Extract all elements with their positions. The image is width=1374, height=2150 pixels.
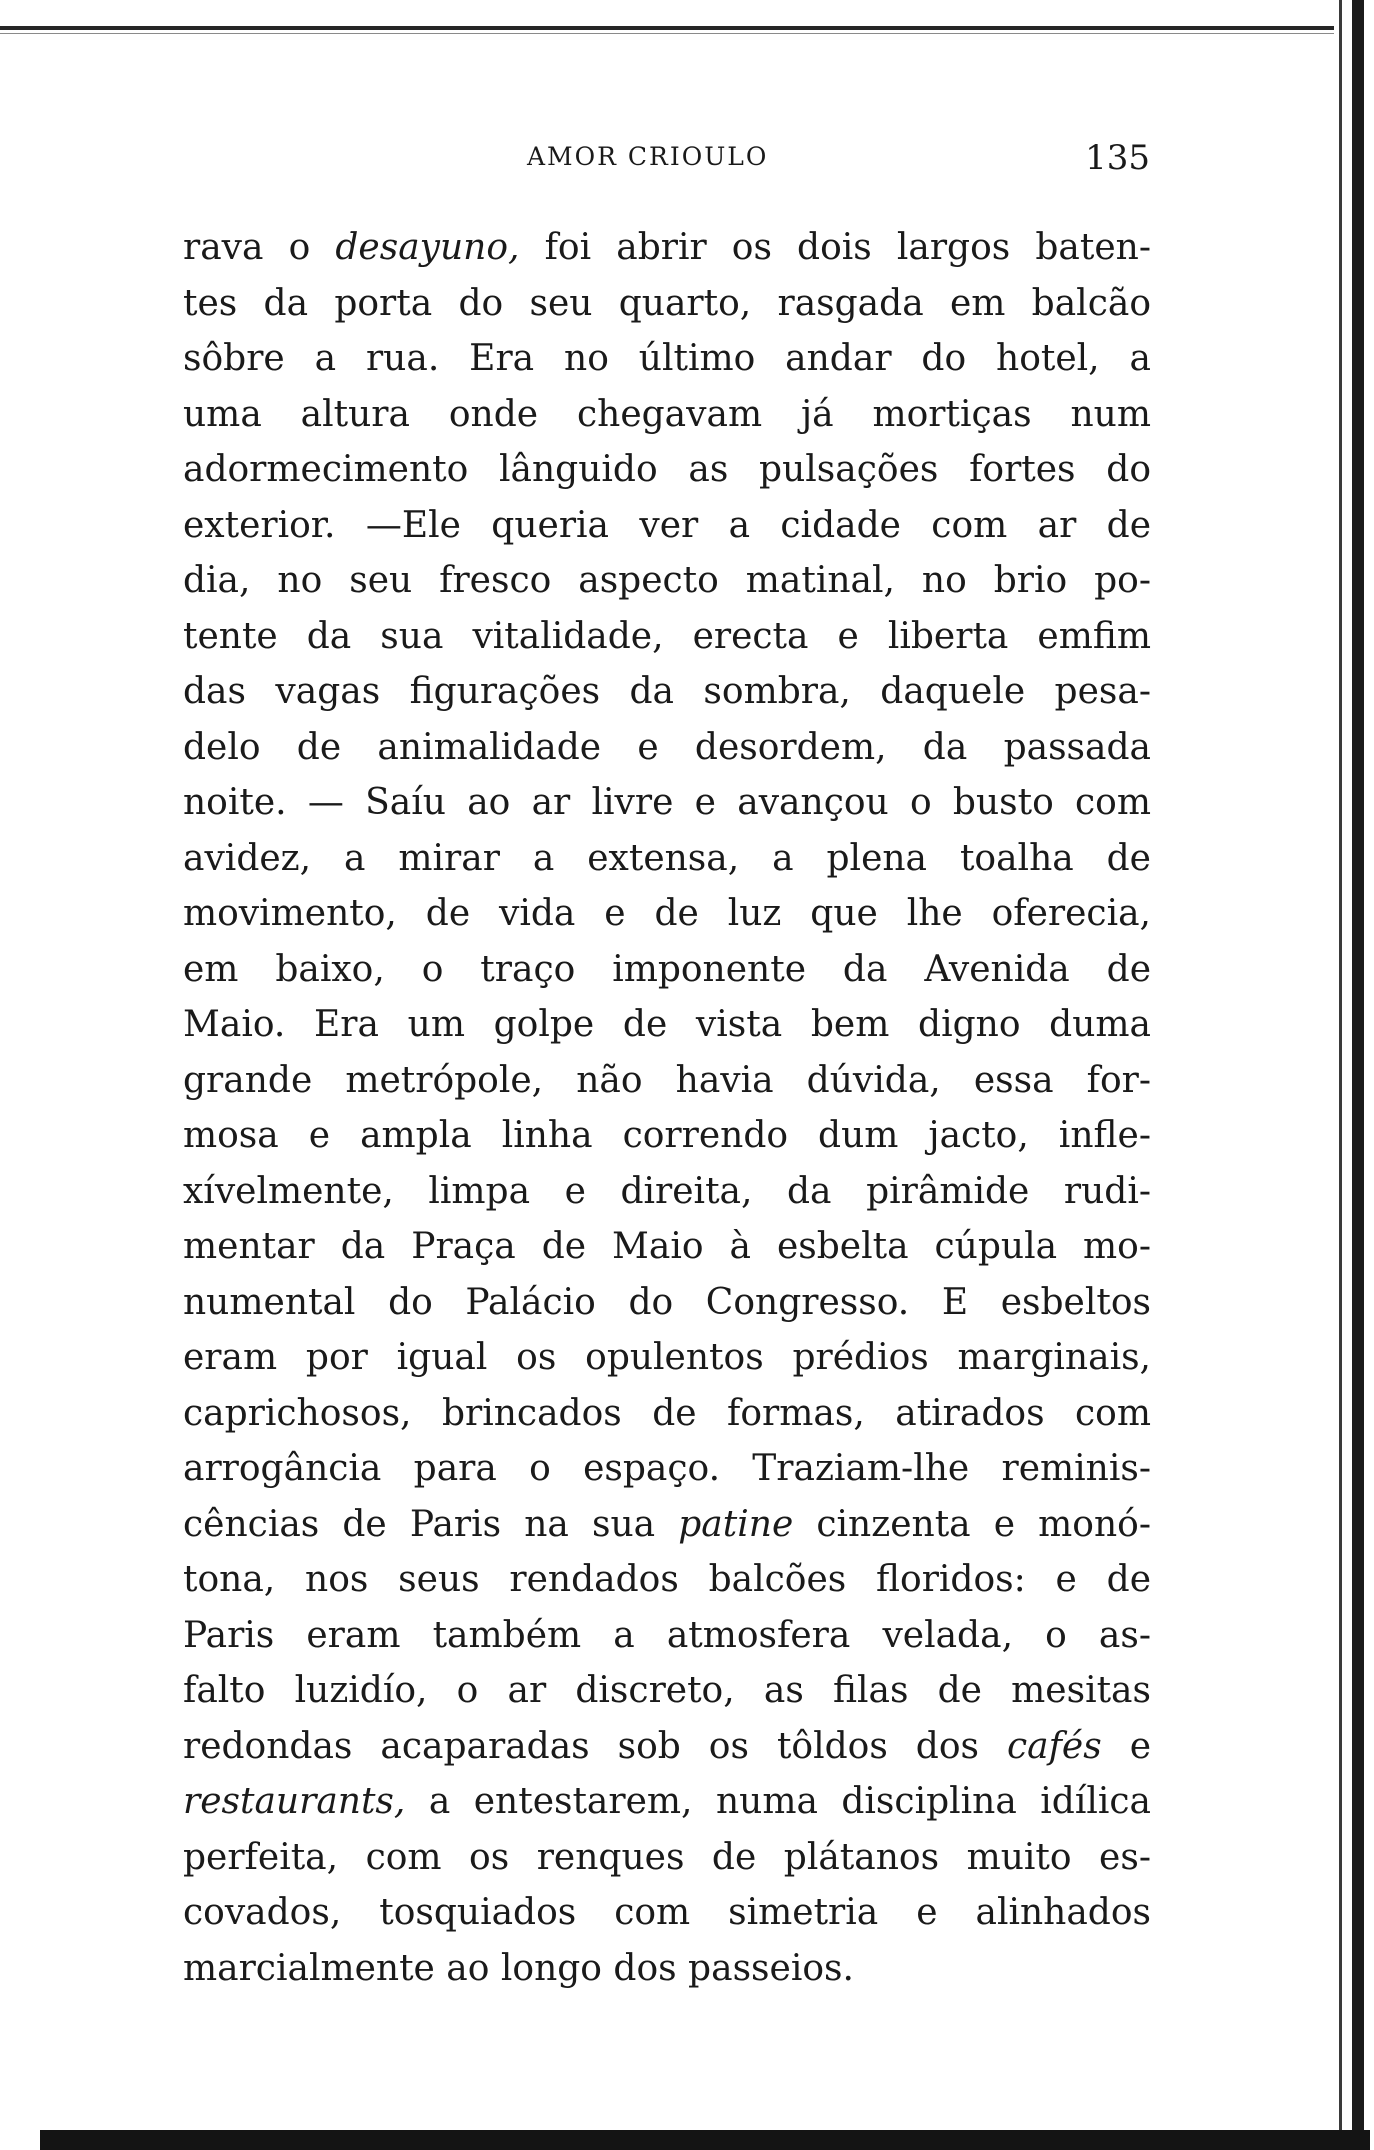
text-line — [183, 553, 1151, 609]
body-text — [183, 220, 1151, 1996]
text-span: eram por igual os opulentos prédios marginais, — [183, 1337, 1151, 1378]
text-span: caprichosos, brincados de formas, atirados com — [183, 1392, 1151, 1434]
text-span: das vagas figurações da sombra, daquele pesa- — [183, 671, 1151, 712]
top-border-rule — [0, 26, 1334, 30]
text-line — [183, 1774, 1151, 1830]
page-header — [182, 138, 1150, 182]
text-line — [183, 442, 1151, 498]
text-line — [183, 1663, 1151, 1719]
text-line — [183, 775, 1151, 831]
text-span: tes da porta do seu quarto, rasgada em balcão — [183, 282, 1151, 324]
text-span: delo de animalidade e desordem, da passada — [183, 726, 1151, 768]
text-span: foi abrir os dois largos baten- — [519, 227, 1151, 268]
italic-text: restaurants, — [183, 1781, 406, 1822]
text-line — [183, 1053, 1151, 1109]
text-span: marcialmente ao longo dos passeios. — [183, 1947, 854, 1989]
text-span: em baixo, o traço imponente da Avenida de — [183, 948, 1151, 990]
text-line — [183, 276, 1151, 332]
text-span: exterior. —Ele queria ver a cidade com ar de — [183, 504, 1151, 546]
text-line — [183, 1108, 1151, 1164]
right-border-rule-inner — [1339, 0, 1342, 2150]
right-border-rule — [1352, 0, 1364, 2150]
text-line — [183, 1164, 1151, 1220]
text-span: covados, tosquiados com simetria e alinhados — [183, 1892, 1151, 1933]
text-span: dia, no seu fresco aspecto matinal, no brio po- — [183, 560, 1151, 601]
text-line — [183, 1330, 1151, 1386]
text-span: sôbre a rua. Era no último andar do hotel, a — [183, 338, 1151, 379]
italic-text: patine — [678, 1503, 794, 1545]
text-span: falto luzidío, o ar discreto, as filas de mesitas — [183, 1670, 1151, 1711]
text-line — [183, 831, 1151, 887]
text-line — [183, 331, 1151, 387]
bottom-border-rule — [40, 2130, 1370, 2150]
text-span: e — [1101, 1725, 1151, 1767]
text-span: Maio. Era um golpe de vista bem digno duma — [183, 1004, 1151, 1045]
italic-text: desayuno, — [335, 227, 520, 268]
text-line — [183, 886, 1151, 942]
text-line — [183, 942, 1151, 998]
text-line — [183, 1219, 1151, 1275]
text-line — [183, 387, 1151, 443]
text-span: adormecimento lânguido as pulsações fortes do — [183, 449, 1151, 490]
text-line — [183, 1941, 1151, 1997]
text-span: redondas acaparadas sob os tôldos dos — [183, 1725, 1007, 1767]
text-span: numental do Palácio do Congresso. E esbeltos — [183, 1281, 1151, 1323]
text-span: tona, nos seus rendados balcões floridos: e de — [183, 1559, 1151, 1600]
text-line — [183, 997, 1151, 1053]
text-line — [183, 1885, 1151, 1941]
text-span: rava o — [183, 227, 336, 268]
text-line — [183, 1275, 1151, 1331]
text-span: mosa e ampla linha correndo dum jacto, infle- — [183, 1115, 1151, 1156]
top-border-rule-thin — [0, 33, 1334, 34]
text-line — [183, 1386, 1151, 1442]
text-line — [183, 1552, 1151, 1608]
text-span: perfeita, com os renques de plátanos muito es- — [183, 1836, 1151, 1878]
text-span: cinzenta e monó- — [793, 1503, 1151, 1545]
text-span: a entestarem, numa disciplina idílica — [405, 1781, 1151, 1822]
text-span: Paris eram também a atmosfera velada, o as- — [183, 1614, 1151, 1656]
running-title: AMOR CRIOULO — [527, 142, 769, 171]
text-line — [183, 220, 1151, 276]
text-line — [183, 1497, 1151, 1553]
text-span: movimento, de vida e de luz que lhe oferecia, — [183, 893, 1151, 934]
italic-text: cafés — [1006, 1725, 1102, 1767]
text-line — [183, 720, 1151, 776]
text-line — [183, 1830, 1151, 1886]
page-number: 135 — [1085, 138, 1150, 178]
text-span: avidez, a mirar a extensa, a plena toalha de — [183, 837, 1151, 879]
text-line — [183, 1719, 1151, 1775]
text-span: arrogância para o espaço. Traziam-lhe reminis- — [183, 1448, 1151, 1489]
text-line — [183, 1441, 1151, 1497]
text-span: cências de Paris na sua — [183, 1503, 679, 1545]
text-line — [183, 1608, 1151, 1664]
text-span: grande metrópole, não havia dúvida, essa for- — [183, 1059, 1151, 1101]
text-span: mentar da Praça de Maio à esbelta cúpula mo- — [183, 1226, 1151, 1267]
text-span: uma altura onde chegavam já mortiças num — [183, 393, 1151, 435]
text-line — [183, 664, 1151, 720]
text-span: noite. — Saíu ao ar livre e avançou o busto com — [183, 782, 1151, 823]
text-line — [183, 609, 1151, 665]
text-span: tente da sua vitalidade, erecta e liberta emfim — [183, 615, 1151, 657]
text-line — [183, 498, 1151, 554]
text-span: xívelmente, limpa e direita, da pirâmide rudi- — [183, 1170, 1151, 1212]
